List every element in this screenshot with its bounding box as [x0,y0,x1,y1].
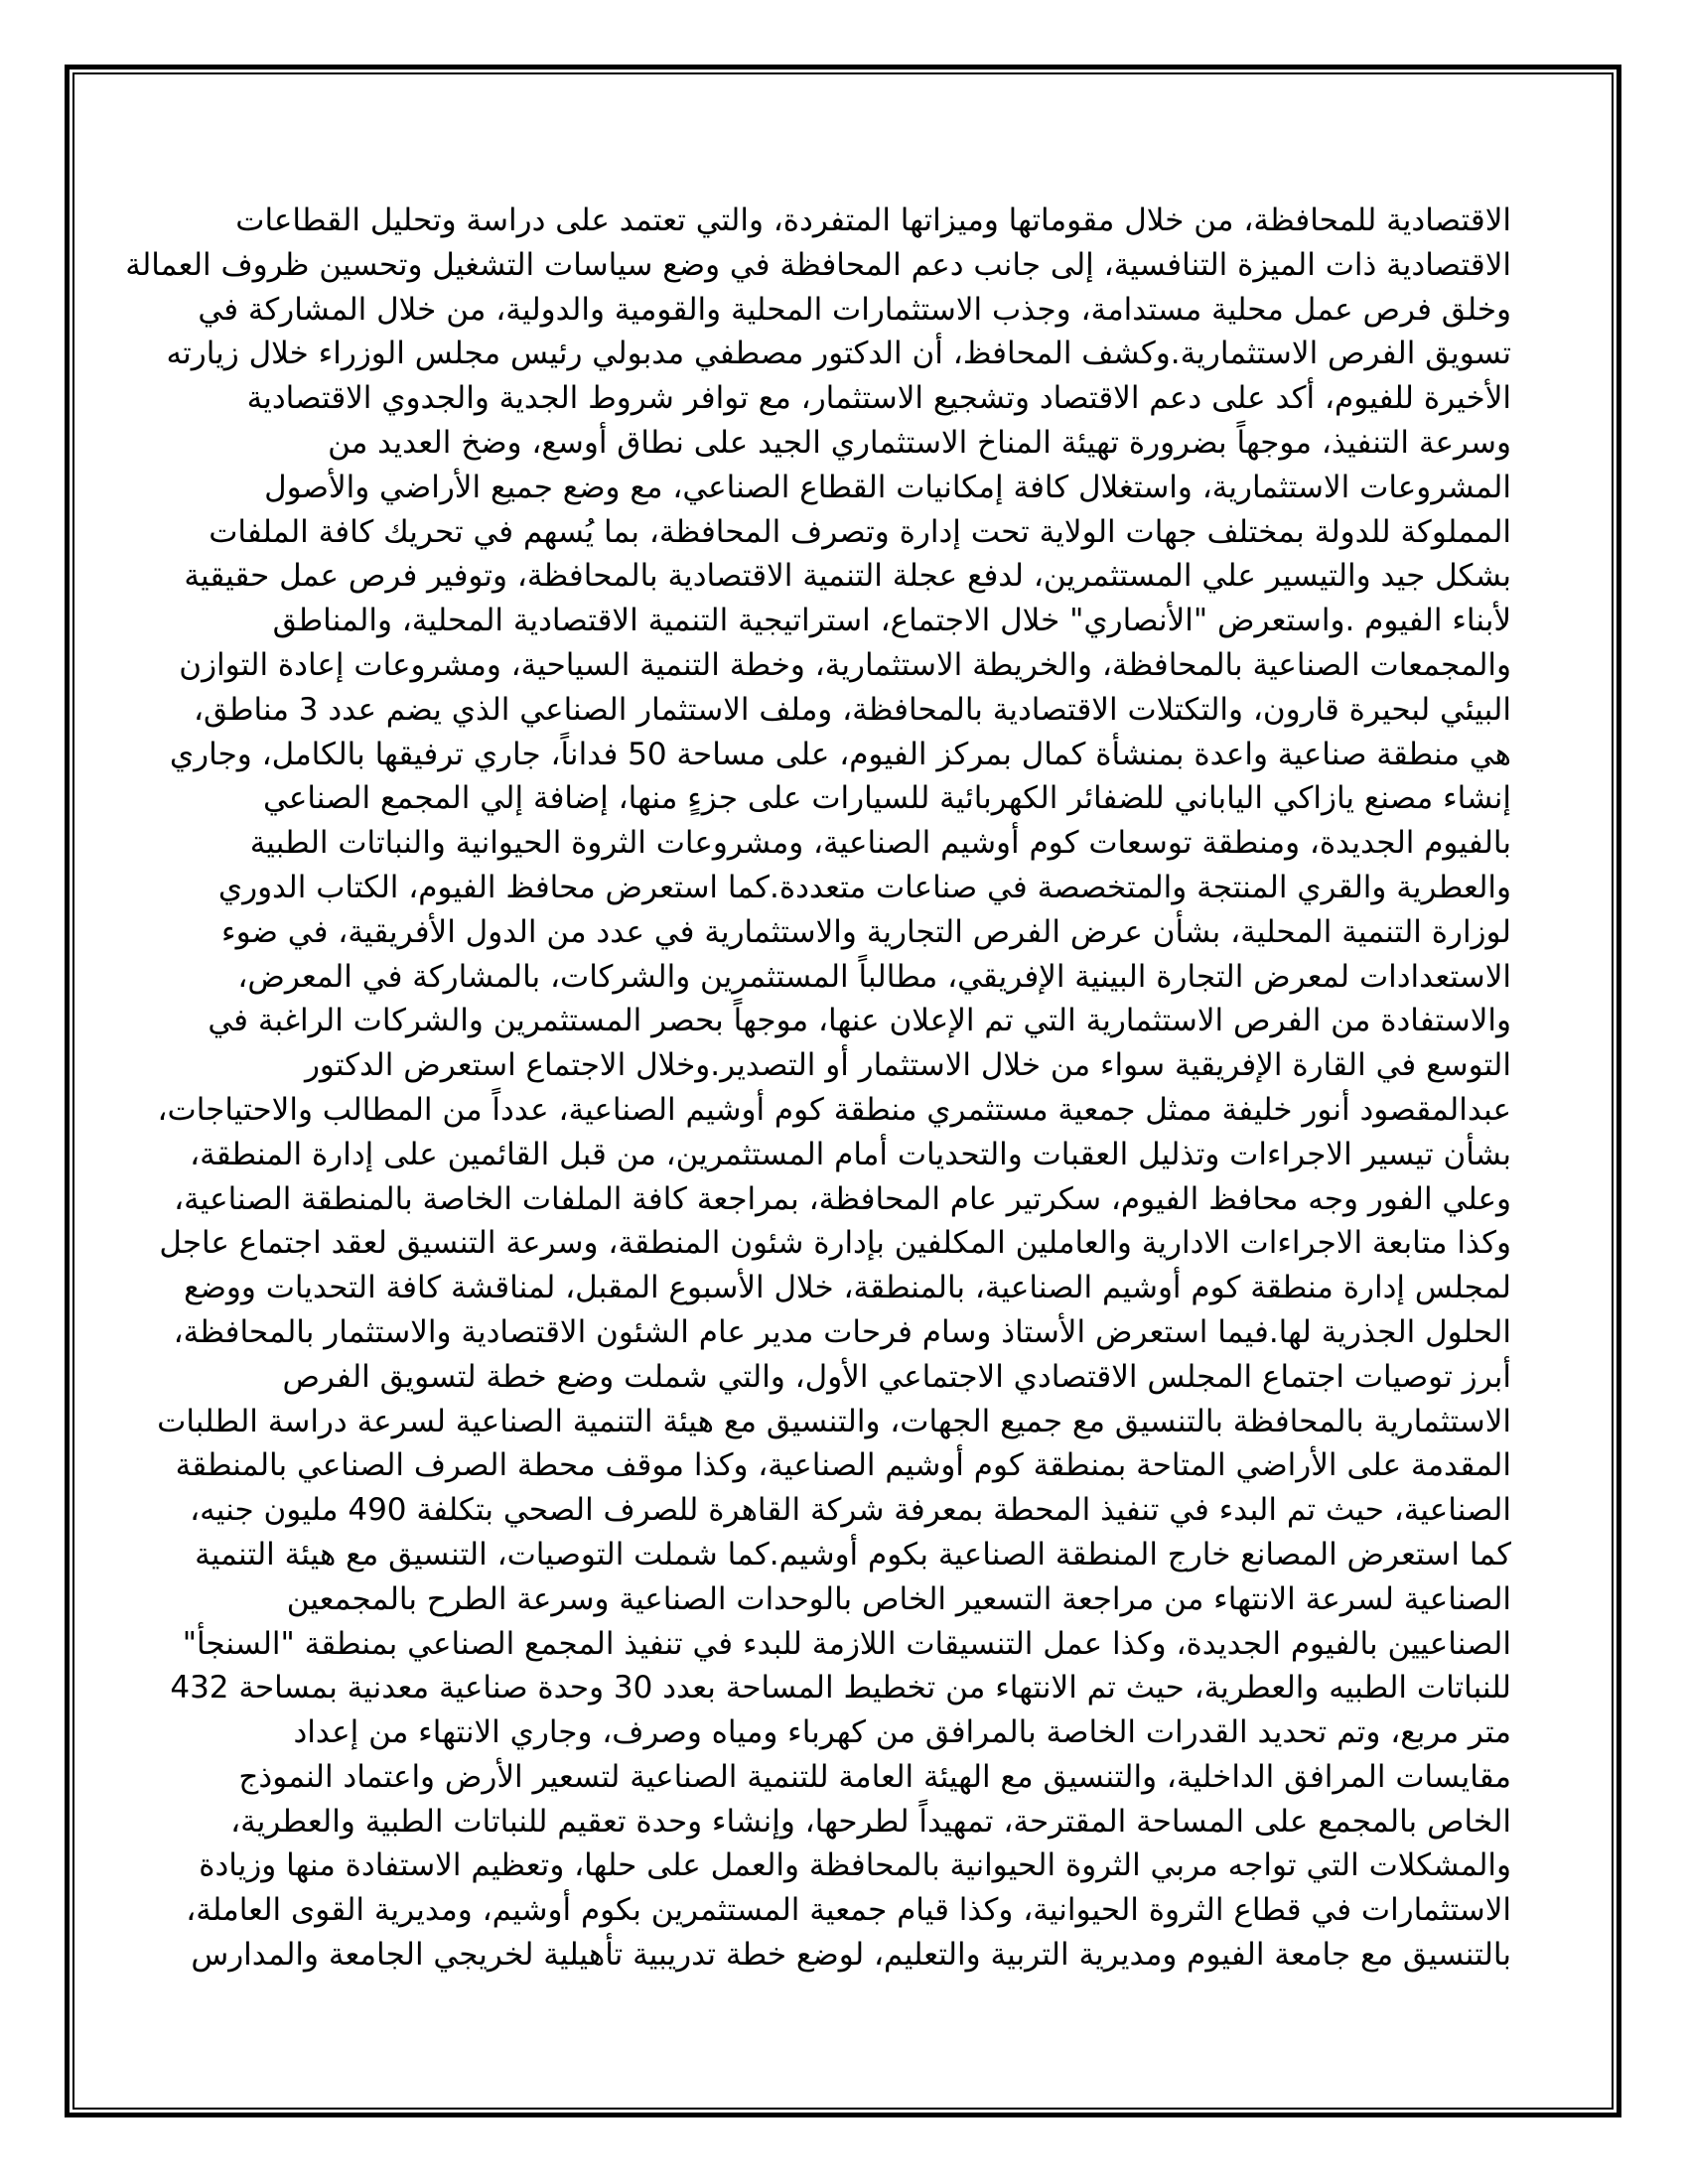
text-line: لمجلس إدارة منطقة كوم أوشيم الصناعية، بالمنطقة، خلال الأسبوع المقبل، لمناقشة كافة التحديات ووضع [184,1270,1511,1306]
text-line: والمجمعات الصناعية بالمحافظة، والخريطة الاستثمارية، وخطة التنمية السياحية، ومشروعات إعادة التوازن [179,646,1511,683]
text-line: لأبناء الفيوم .واستعرض "الأنصاري" خلال الاجتماع، استراتيجية التنمية الاقتصادية المحلية، والمناطق [272,603,1511,639]
text-line: الخاص بالمجمع على المساحة المقترحة، تمهيداً لطرحها، وإنشاء وحدة تعقيم للنباتات الطبية والعطرية، [230,1803,1511,1840]
text-line: متر مربع، وتم تحديد القدرات الخاصة بالمرافق من كهرباء ومياه وصرف، وجاري الانتهاء من إعداد [293,1714,1511,1751]
text-line: وسرعة التنفيذ، موجهاً بضرورة تهيئة المناخ الاستثماري الجيد على نطاق أوسع، وضخ العديد من [328,424,1511,461]
text-line: الصناعية، حيث تم البدء في تنفيذ المحطة بمعرفة شركة القاهرة للصرف الصحي بتكلفة 490 مليون جنيه، [190,1492,1511,1529]
text-line: وعلي الفور وجه محافظ الفيوم، سكرتير عام المحافظة، بمراجعة كافة الملفات الخاصة بالمنطقة الصناعية، [174,1180,1511,1217]
text-line: بالتنسيق مع جامعة الفيوم ومديرية التربية والتعليم، لوضع خطة تدريبية تأهيلية لخريجي الجامعة والمدارس [191,1937,1511,1974]
text-line: لوزارة التنمية المحلية، بشأن عرض الفرص التجارية والاستثمارية في عدد من الدول الأفريقية، في ضوء [221,913,1511,950]
text-line: المقدمة على الأراضي المتاحة بمنطقة كوم أوشيم الصناعية، وكذا موقف محطة الصرف الصناعي بالمنطقة [175,1447,1511,1484]
text-line: الاقتصادية ذات الميزة التنافسية، إلى جانب دعم المحافظة في وضع سياسات التشغيل وتحسين ظروف العمالة [125,246,1511,283]
text-line: الحلول الجذرية لها.فيما استعرض الأستاذ وسام فرحات مدير عام الشئون الاقتصادية والاستثمار بالمحافظة، [173,1313,1511,1350]
document-text [125,199,1511,1978]
text-line: الصناعيين بالفيوم الجديدة، وكذا عمل التنسيقات اللازمة للبدء في تنفيذ المجمع الصناعي بمنطقة "السنجأ" [182,1625,1511,1662]
text-line: تسويق الفرص الاستثمارية.وكشف المحافظ، أن الدكتور مصطفي مدبولي رئيس مجلس الوزراء خلال زيارته [166,336,1511,372]
text-line: الصناعية لسرعة الانتهاء من مراجعة التسعير الخاص بالوحدات الصناعية وسرعة الطرح بالمجمعين [286,1580,1511,1617]
text-line: أبرز توصيات اجتماع المجلس الاقتصادي الاجتماعي الأول، والتي شملت وضع خطة لتسويق الفرص [282,1358,1511,1395]
text-line: الاستعدادات لمعرض التجارة البينية الإفريقي، مطالباً المستثمرين والشركات، بالمشاركة في المعرض، [237,958,1511,995]
text-line: بشكل جيد والتيسير علي المستثمرين، لدفع عجلة التنمية الاقتصادية بالمحافظة، وتوفير فرص عمل حقيقية [184,558,1511,595]
text-line: وخلق فرص عمل محلية مستدامة، وجذب الاستثمارات المحلية والقومية والدولية، من خلال المشاركة في [198,291,1511,328]
text-line: كما استعرض المصانع خارج المنطقة الصناعية بكوم أوشيم.كما شملت التوصيات، التنسيق مع هيئة التنمية [195,1536,1511,1572]
text-line: المملوكة للدولة بمختلف جهات الولاية تحت إدارة وتصرف المحافظة، بما يُسهم في تحريك كافة الملفات [209,513,1511,550]
text-line: المشروعات الاستثمارية، واستغلال كافة إمكانيات القطاع الصناعي، مع وضع جميع الأراضي والأصول [264,469,1511,505]
text-line: بشأن تيسير الاجراءات وتذليل العقبات والتحديات أمام المستثمرين، من قبل القائمين على إدارة المنطقة، [190,1136,1511,1172]
text-line: البيئي لبحيرة قارون، والتكتلات الاقتصادية بالمحافظة، وملف الاستثمار الصناعي الذي يضم عدد 3 مناطق، [193,691,1511,728]
text-line: بالفيوم الجديدة، ومنطقة توسعات كوم أوشيم الصناعية، ومشروعات الثروة الحيوانية والنباتات الطبية [249,825,1511,862]
text-line: إنشاء مصنع يازاكي الياباني للضفائر الكهربائية للسيارات على جزءٍ منها، إضافة إلي المجمع الصناعي [263,780,1511,817]
text-line: مقايسات المرافق الداخلية، والتنسيق مع الهيئة العامة للتنمية الصناعية لتسعير الأرض واعتماد النموذج [238,1758,1511,1795]
text-line: الأخيرة للفيوم، أكد على دعم الاقتصاد وتشجيع الاستثمار، مع توافر شروط الجدية والجدوي الاقتصادية [246,380,1511,417]
text-line: التوسع في القارة الإفريقية سواء من خلال الاستثمار أو التصدير.وخلال الاجتماع استعرض الدكتور [304,1047,1511,1084]
text-line: الاستثمارية بالمحافظة بالتنسيق مع جميع الجهات، والتنسيق مع هيئة التنمية الصناعية لسرعة دراسة الطلبات [157,1403,1511,1439]
text-line: والعطرية والقري المنتجة والمتخصصة في صناعات متعددة.كما استعرض محافظ الفيوم، الكتاب الدوري [217,869,1511,905]
text-line: للنباتات الطبيه والعطرية، حيث تم الانتهاء من تخطيط المساحة بعدد 30 وحدة صناعية معدنية بمساحة 432 [170,1670,1511,1706]
text-line: والاستفادة من الفرص الاستثمارية التي تم الإعلان عنها، موجهاً بحصر المستثمرين والشركات الراغبة في [208,1003,1511,1039]
text-line: والمشكلات التي تواجه مربي الثروة الحيوانية بالمحافظة والعمل على حلها، وتعظيم الاستفادة منها وزيادة [199,1847,1511,1884]
text-line: الاستثمارات في قطاع الثروة الحيوانية، وكذا قيام جمعية المستثمرين بكوم أوشيم، ومديرية القوى العاملة، [186,1892,1511,1929]
text-line: عبدالمقصود أنور خليفة ممثل جمعية مستثمري منطقة كوم أوشيم الصناعية، عدداً من المطالب والاحتياجات، [157,1091,1511,1128]
text-line: وكذا متابعة الاجراءات الادارية والعاملين المكلفين بإدارة شئون المنطقة، وسرعة التنسيق لعقد اجتماع عاجل [159,1225,1511,1262]
text-line: هي منطقة صناعية واعدة بمنشأة كمال بمركز الفيوم، على مساحة 50 فداناً، جاري ترفيقها بالكامل، وجاري [169,736,1511,772]
text-line: الاقتصادية للمحافظة، من خلال مقوماتها وميزاتها المتفردة، والتي تعتمد على دراسة وتحليل القطاعات [235,203,1511,238]
